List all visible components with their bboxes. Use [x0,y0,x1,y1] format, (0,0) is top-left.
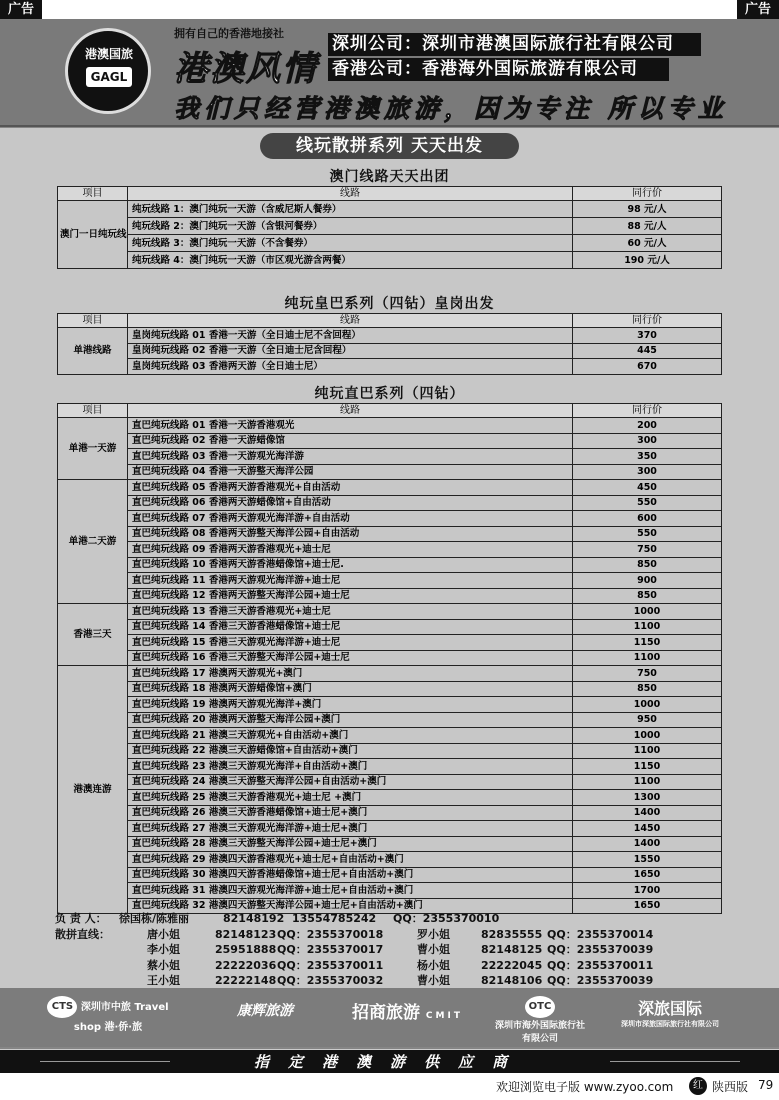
partner-sub: CMIT [425,1011,463,1021]
table-row [58,526,722,542]
table-row [58,681,722,697]
price-cell: 550 [573,495,722,511]
price-cell: 670 [573,359,722,375]
contact-name: 曹小姐 [417,974,450,987]
category-cell: 单港线路 [58,328,128,375]
table-row [58,573,722,589]
contact-name: 李小姐 [147,943,180,956]
price-cell: 1700 [573,883,722,899]
contact-qq: QQ：2355370011 [277,958,384,972]
cts-icon: CTS [47,996,77,1018]
table-row [58,542,722,558]
company-hongkong: 香港公司：香港海外国际旅游有限公司 [328,58,669,81]
ad-label-left: 广告 [0,0,42,19]
contact-qq: QQ：2355370011 [547,958,654,972]
route-cell: 直巴纯玩线路 15 香港三天游观光海洋游+迪士尼 [128,635,573,651]
table-row [58,836,722,852]
table-header-row [58,187,722,201]
table-row [58,511,722,527]
contact-phone: 22222036 [215,958,277,972]
otc-icon: OTC [525,996,555,1018]
price-cell: 1400 [573,836,722,852]
route-cell: 直巴纯玩线路 31 港澳四天游观光海洋游+迪士尼+自由活动+澳门 [128,883,573,899]
supplier-band [0,1049,779,1073]
table-row [58,218,722,235]
category-cell: 香港三天 [58,604,128,666]
price-cell: 1150 [573,635,722,651]
table-row [58,759,722,775]
table-row [58,790,722,806]
route-cell: 直巴纯玩线路 28 港澳三天游整天海洋公园+迪士尼+澳门 [128,836,573,852]
partner-logo-otc [495,996,586,1044]
contact-qq: QQ：2355370039 [547,974,654,987]
route-cell: 直巴纯玩线路 32 港澳四天游整天海洋公园+迪士尼+自由活动+澳门 [128,898,573,914]
route-cell: 纯玩线路 4：澳门纯玩一天游（市区观光游含两餐） [128,252,573,269]
price-cell: 900 [573,573,722,589]
column-header-item: 项目 [58,404,128,418]
route-cell: 纯玩线路 1：澳门纯玩一天游（含威尼斯人餐券） [128,201,573,218]
page-footer [0,1073,779,1100]
contact-phone: 82148106 [481,974,543,987]
route-cell: 皇岗纯玩线路 01 香港一天游（全日迪士尼不含回程） [128,328,573,344]
route-cell: 直巴纯玩线路 05 香港两天游香港观光+自由活动 [128,480,573,496]
manager-qq: QQ：2355370010 [393,912,500,925]
edition-label: 陕西版 [712,1080,749,1094]
route-table [57,313,722,375]
price-cell: 1100 [573,743,722,759]
route-cell: 直巴纯玩线路 12 香港两天游整天海洋公园+迪士尼 [128,588,573,604]
table-row [58,464,722,480]
price-cell: 1150 [573,759,722,775]
price-cell: 445 [573,343,722,359]
contact-name: 王小姐 [147,974,180,987]
contact-phone: 82835555 [481,927,543,941]
table-header-row [58,314,722,328]
price-cell: 200 [573,418,722,434]
column-header-price: 同行价 [573,404,722,418]
route-cell: 直巴纯玩线路 06 香港两天游蜡像馆+自由活动 [128,495,573,511]
column-header-route: 线路 [128,187,573,201]
manager-phone-1: 82148192 [223,912,285,925]
price-cell: 300 [573,464,722,480]
direct-line-row [55,927,755,943]
price-cell: 350 [573,449,722,465]
route-table [57,403,722,914]
slogan-top: 拥有自己的香港地接社 [174,27,284,40]
top-strip [0,0,779,19]
route-cell: 直巴纯玩线路 03 香港一天游观光海洋游 [128,449,573,465]
red-badge: 红 [689,1077,707,1095]
table-row [58,666,722,682]
price-cell: 60 元/人 [573,235,722,252]
price-cell: 950 [573,712,722,728]
route-cell: 直巴纯玩线路 16 香港三天游整天海洋公园+迪士尼 [128,650,573,666]
partner-name: 招商旅游 [352,1003,420,1023]
direct-line-row [55,973,755,989]
direct-label: 散拼直线： [55,927,110,941]
price-cell: 850 [573,681,722,697]
page-number: 79 [758,1078,774,1092]
logo-en: GAGL [86,67,132,87]
route-cell: 直巴纯玩线路 04 香港一天游整天海洋公园 [128,464,573,480]
contact-name: 罗小姐 [417,927,450,941]
section-title: 澳门线路天天出团 [329,169,450,185]
contact-qq: QQ：2355370039 [547,943,654,956]
table-row [58,805,722,821]
table-row [58,635,722,651]
table-row [58,604,722,620]
table-row [58,821,722,837]
partner-logo-cmit [340,996,475,1038]
category-cell: 单港二天游 [58,480,128,604]
company-shenzhen: 深圳公司：深圳市港澳国际旅行社有限公司 [328,33,701,56]
partner-logo-cts [45,996,171,1038]
contact-qq: QQ：2355370032 [277,974,384,987]
route-cell: 直巴纯玩线路 02 香港一天游蜡像馆 [128,433,573,449]
price-cell: 1450 [573,821,722,837]
route-cell: 直巴纯玩线路 17 港澳两天游观光+澳门 [128,666,573,682]
price-cell: 1650 [573,898,722,914]
route-cell: 直巴纯玩线路 26 港澳三天游香港蜡像馆+迪士尼+澳门 [128,805,573,821]
price-cell: 1400 [573,805,722,821]
price-cell: 550 [573,526,722,542]
partner-name: 深圳市中旅 Travel shop 港·侨·旅 [73,1002,169,1033]
partner-logos [0,988,779,1047]
route-cell: 直巴纯玩线路 14 香港三天游香港蜡像馆+迪士尼 [128,619,573,635]
column-header-route: 线路 [128,314,573,328]
partner-sub: 深圳市深旅国际旅行社有限公司 [621,1020,719,1028]
contact-qq: QQ：2355370018 [277,927,384,941]
route-cell: 直巴纯玩线路 13 香港三天游香港观光+迪士尼 [128,604,573,620]
contact-phone: 22222045 [481,958,543,972]
manager-phone-2: 13554785242 [292,912,377,925]
contact-name: 曹小姐 [417,943,450,956]
price-cell: 1550 [573,852,722,868]
manager-names: 徐国栋/陈雅丽 [119,912,190,925]
table-header-row [58,404,722,418]
table-row [58,235,722,252]
table-row [58,852,722,868]
price-cell: 1000 [573,728,722,744]
table-row [58,433,722,449]
partner-name: 深圳市海外国际旅行社有限公司 [495,1021,586,1044]
route-cell: 直巴纯玩线路 01 香港一天游香港观光 [128,418,573,434]
table-row [58,697,722,713]
price-cell: 88 元/人 [573,218,722,235]
contact-name: 杨小姐 [417,958,450,972]
table-row [58,774,722,790]
price-cell: 370 [573,328,722,344]
column-header-price: 同行价 [573,187,722,201]
route-cell: 皇岗纯玩线路 03 香港两天游（全日迪士尼） [128,359,573,375]
header [0,19,779,127]
price-cell: 1650 [573,867,722,883]
route-cell: 直巴纯玩线路 30 港澳四天游香港蜡像馆+迪士尼+自由活动+澳门 [128,867,573,883]
table-row [58,728,722,744]
route-cell: 纯玩线路 2：澳门纯玩一天游（含银河餐券） [128,218,573,235]
table-row [58,883,722,899]
price-list-area [0,128,779,988]
table-row [58,418,722,434]
price-cell: 1300 [573,790,722,806]
footer-text: 欢迎浏览电子版 www.zyoo.com [496,1080,674,1094]
table-row [58,201,722,218]
price-cell: 750 [573,542,722,558]
route-cell: 直巴纯玩线路 27 港澳三天游观光海洋游+迪士尼+澳门 [128,821,573,837]
logo-cn: 港澳国旅 [84,47,133,61]
column-header-item: 项目 [58,314,128,328]
table-row [58,619,722,635]
price-cell: 300 [573,433,722,449]
table-row [58,328,722,344]
partner-logo-kanghui: 康辉旅游 [237,1003,293,1019]
category-cell: 澳门一日纯玩线 [58,201,128,269]
price-cell: 450 [573,480,722,496]
table-row [58,867,722,883]
header-divider [0,125,779,127]
route-cell: 直巴纯玩线路 18 港澳两天游蜡像馆+澳门 [128,681,573,697]
price-cell: 750 [573,666,722,682]
advertisement-page [0,19,779,1073]
price-cell: 850 [573,588,722,604]
price-cell: 98 元/人 [573,201,722,218]
route-cell: 直巴纯玩线路 19 港澳两天游观光海洋+澳门 [128,697,573,713]
contact-qq: QQ：2355370017 [277,943,384,956]
company-logo [65,28,151,114]
route-cell: 直巴纯玩线路 09 香港两天游香港观光+迪士尼 [128,542,573,558]
contact-phone: 82148123 [215,927,277,941]
route-table [57,186,722,269]
table-row [58,359,722,375]
direct-line-row [55,958,755,974]
direct-line-list [55,927,755,989]
price-cell: 1000 [573,697,722,713]
category-cell: 港澳连游 [58,666,128,914]
table-row [58,588,722,604]
section-title: 纯玩直巴系列（四钻） [314,386,465,402]
column-header-route: 线路 [128,404,573,418]
contact-name: 唐小姐 [147,927,180,941]
route-cell: 直巴纯玩线路 07 香港两天游观光海洋游+自由活动 [128,511,573,527]
contact-phone: 22222148 [215,974,277,987]
partner-name: 深旅国际 [637,999,702,1018]
contact-phone: 25951888 [215,943,277,956]
route-cell: 直巴纯玩线路 29 港澳四天游香港观光+迪士尼+自由活动+澳门 [128,852,573,868]
route-cell: 直巴纯玩线路 22 港澳三天游蜡像馆+自由活动+澳门 [128,743,573,759]
price-cell: 1100 [573,774,722,790]
section-title: 纯玩皇巴系列（四钻）皇岗出发 [284,296,495,312]
brand-name: 港澳风情 [174,49,318,89]
partner-logo-shenlv [604,996,736,1038]
ad-label-right: 广告 [737,0,779,19]
price-cell: 850 [573,557,722,573]
price-cell: 1100 [573,650,722,666]
route-cell: 皇岗纯玩线路 02 香港一天游（全日迪士尼含回程） [128,343,573,359]
price-cell: 600 [573,511,722,527]
route-cell: 直巴纯玩线路 08 香港两天游整天海洋公园+自由活动 [128,526,573,542]
contact-name: 蔡小姐 [147,958,180,972]
supplier-text: 指定港澳游供应商 [170,1050,610,1074]
table-row [58,712,722,728]
table-row [58,480,722,496]
category-cell: 单港一天游 [58,418,128,480]
route-cell: 直巴纯玩线路 11 香港两天游观光海洋游+迪士尼 [128,573,573,589]
price-cell: 190 元/人 [573,252,722,269]
contact-phone: 82148125 [481,943,543,956]
route-cell: 纯玩线路 3：澳门纯玩一天游（不含餐券） [128,235,573,252]
table-row [58,252,722,269]
price-cell: 1000 [573,604,722,620]
route-cell: 直巴纯玩线路 25 港澳三天游香港观光+迪士尼 +澳门 [128,790,573,806]
route-cell: 直巴纯玩线路 24 港澳三天游整天海洋公园+自由活动+澳门 [128,774,573,790]
table-row [58,557,722,573]
column-header-item: 项目 [58,187,128,201]
table-row [58,650,722,666]
price-cell: 1100 [573,619,722,635]
table-row [58,743,722,759]
route-cell: 直巴纯玩线路 10 香港两天游香港蜡像馆+迪士尼. [128,557,573,573]
route-cell: 直巴纯玩线路 21 港澳三天游观光+自由活动+澳门 [128,728,573,744]
column-header-price: 同行价 [573,314,722,328]
manager-row [55,911,755,927]
series-title: 线玩散拼系列 天天出发 [260,133,519,159]
motto: 我们只经营港澳旅游，因为专注 所以专业 [174,94,728,123]
manager-label: 负 责 人： [55,912,107,925]
table-row [58,449,722,465]
direct-line-row [55,942,755,958]
table-row [58,343,722,359]
contact-qq: QQ：2355370014 [547,927,654,941]
route-cell: 直巴纯玩线路 20 港澳两天游整天海洋公园+澳门 [128,712,573,728]
route-cell: 直巴纯玩线路 23 港澳三天游观光海洋+自由活动+澳门 [128,759,573,775]
table-row [58,495,722,511]
